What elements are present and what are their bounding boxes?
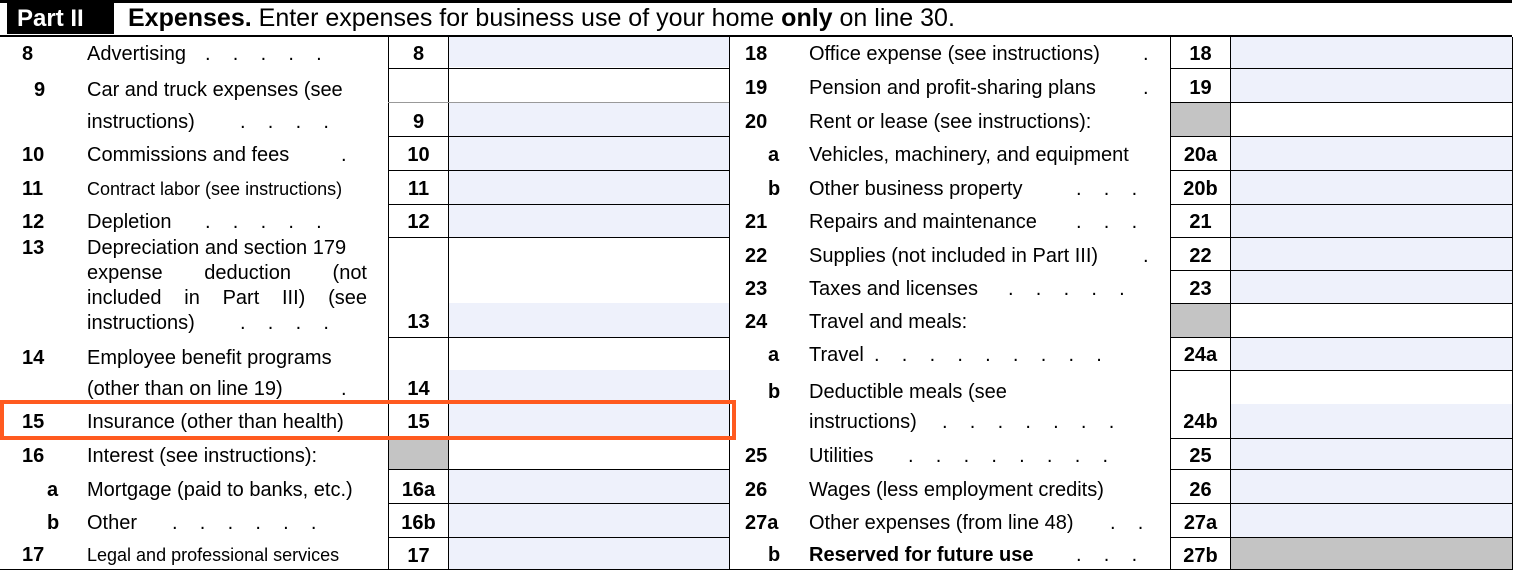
amount-field-24a[interactable]: [1231, 338, 1512, 370]
line-label: Legal and professional services: [87, 545, 340, 565]
line-label-cont: instructions): [809, 411, 917, 433]
line-label: Deductible meals (see: [809, 381, 1007, 403]
line-letter: a: [768, 144, 780, 166]
line-label: Interest (see instructions):: [87, 445, 318, 467]
row-rule: [1170, 136, 1512, 137]
leader-dots: .: [1143, 77, 1149, 99]
row-rule: [1170, 503, 1512, 504]
amount-field-22[interactable]: [1231, 238, 1512, 270]
amount-field-26[interactable]: [1231, 470, 1512, 503]
part-title-text: Enter expenses for business use of your home: [258, 4, 775, 32]
line-label: Taxes and licenses: [809, 278, 978, 300]
row-rule: [388, 102, 729, 103]
row-rule: [1170, 270, 1512, 271]
row-rule: [1170, 337, 1512, 338]
box-number: 20b: [1183, 178, 1218, 200]
line-label: Vehicles, machinery, and equipment: [809, 144, 1129, 166]
line-label: Other expenses (from line 48): [809, 512, 1074, 534]
amount-field-11[interactable]: [449, 171, 729, 204]
line-label-cont: expense deduction (not: [87, 262, 367, 284]
amount-field-23[interactable]: [1231, 271, 1512, 303]
row-rule: [1170, 469, 1512, 470]
box-number: 23: [1189, 278, 1212, 300]
line-label: Pension and profit-sharing plans: [809, 77, 1096, 99]
line-label: Insurance (other than health): [87, 411, 344, 433]
line-letter: a: [47, 479, 59, 501]
line-number: 12: [22, 211, 45, 233]
right-edge: [1512, 37, 1513, 570]
line-label: Rent or lease (see instructions):: [809, 111, 1092, 133]
line-number: 25: [745, 445, 768, 467]
leader-dots: . . . . .: [205, 211, 322, 233]
row-rule: [388, 237, 729, 238]
line-label: Car and truck expenses (see: [87, 79, 343, 101]
row-rule: [1170, 204, 1512, 205]
amount-field-9[interactable]: [449, 103, 729, 136]
leader-dots: . . . .: [240, 111, 329, 133]
box-number: 27a: [1183, 512, 1218, 534]
part-title-only: only: [781, 4, 833, 32]
row-rule: [388, 68, 729, 69]
leader-dots: . . . . . . .: [942, 411, 1115, 433]
row-rule: [1170, 438, 1512, 439]
box-number: 18: [1189, 43, 1212, 65]
line-number: 23: [745, 278, 768, 300]
leader-dots: . . .: [1076, 544, 1138, 566]
leader-dots: . . . . . . . .: [908, 445, 1109, 467]
line-label: Depreciation and section 179: [87, 237, 347, 259]
line-letter: a: [768, 344, 780, 366]
amount-field-10[interactable]: [449, 137, 729, 170]
part-title-bold: Expenses.: [128, 4, 252, 32]
line-label-cont: instructions): [87, 111, 195, 133]
box-number: 19: [1189, 77, 1212, 99]
line-letter: b: [768, 544, 781, 566]
shaded-box-20: [1171, 103, 1230, 136]
line-number: 21: [745, 211, 768, 233]
row-rule: [1170, 370, 1512, 371]
center-divider: [729, 37, 730, 570]
row-rule: [1170, 170, 1512, 171]
amount-field-14[interactable]: [449, 370, 729, 403]
line-number: 19: [745, 77, 768, 99]
line-number: 10: [22, 144, 45, 166]
line-number: 26: [745, 479, 768, 501]
box-number: 27b: [1183, 545, 1218, 567]
line-label: Wages (less employment credits): [809, 479, 1104, 501]
leader-dots: .: [1143, 245, 1149, 267]
row-rule: [1170, 537, 1512, 538]
leader-dots: . . . . .: [1008, 278, 1125, 300]
line-number: 27a: [745, 512, 779, 534]
leader-dots: . . . . .: [205, 43, 322, 65]
line-label: Repairs and maintenance: [809, 211, 1037, 233]
leader-dots: . . .: [1076, 178, 1138, 200]
amount-field-16b[interactable]: [449, 504, 729, 537]
amount-field-21[interactable]: [1231, 205, 1512, 237]
row-rule: [388, 469, 729, 470]
line-label: Travel and meals:: [809, 311, 968, 333]
row-rule: [1170, 303, 1512, 304]
row-rule: [388, 537, 729, 538]
line-number: 18: [745, 43, 768, 65]
box-number: 24a: [1183, 344, 1218, 366]
box-number: 17: [407, 545, 430, 567]
row-rule: [388, 503, 729, 504]
leader-dots: .: [341, 144, 347, 166]
amount-field-12[interactable]: [449, 205, 729, 237]
box-number: 16b: [401, 512, 436, 534]
shaded-box-16: [389, 439, 448, 469]
line-label: Office expense (see instructions): [809, 43, 1100, 65]
line-label: Contract labor (see instructions): [87, 179, 343, 199]
box-number: 10: [407, 144, 430, 166]
amount-field-20a[interactable]: [1231, 137, 1512, 170]
amount-field-24b[interactable]: [1231, 404, 1512, 438]
line-number: 11: [22, 178, 44, 200]
line-number: 20: [745, 111, 768, 133]
box-number: 20a: [1183, 144, 1218, 166]
line-label: Other business property: [809, 178, 1023, 200]
row-rule: [388, 204, 729, 205]
shaded-field-27b: [1231, 538, 1512, 570]
line-label: Other: [87, 512, 138, 534]
line-label: Employee benefit programs: [87, 347, 332, 369]
leader-dots: .: [1143, 43, 1149, 65]
line-label: Reserved for future use: [809, 544, 1034, 566]
row-rule: [388, 337, 729, 338]
box-number: 26: [1189, 479, 1212, 501]
row-rule: [388, 170, 729, 171]
part-title-post: on line 30.: [839, 4, 955, 32]
box-number: 16a: [401, 479, 436, 501]
box-number: 24b: [1183, 411, 1218, 433]
line-label-cont: (other than on line 19): [87, 378, 283, 400]
leader-dots: . .: [1110, 512, 1144, 534]
amount-field-8[interactable]: [449, 37, 729, 67]
box-number: 8: [412, 43, 425, 65]
line-number: 17: [22, 544, 45, 566]
line-letter: b: [768, 381, 781, 403]
line-label: Utilities: [809, 445, 874, 467]
box-number: 21: [1189, 211, 1212, 233]
amount-field-13[interactable]: [449, 303, 729, 337]
line-number: 16: [22, 445, 45, 467]
box-number: 13: [407, 311, 430, 333]
amount-field-17[interactable]: [449, 538, 729, 570]
row-rule: [1170, 237, 1512, 238]
leader-dots: . . .: [1076, 211, 1138, 233]
amount-field-18[interactable]: [1231, 37, 1512, 68]
amount-field-20b[interactable]: [1231, 171, 1512, 204]
line-15-highlight: [0, 400, 736, 440]
leader-dots: . . . . . .: [172, 512, 317, 534]
row-rule: [1170, 102, 1512, 103]
line-label: Travel: [809, 344, 864, 366]
box-number: 25: [1189, 445, 1212, 467]
leader-dots: . . . . . . . . .: [874, 344, 1102, 366]
amount-field-19[interactable]: [1231, 69, 1512, 102]
line-number: 24: [745, 311, 768, 333]
box-number: 12: [407, 211, 430, 233]
line-label: Depletion: [87, 211, 172, 233]
line-letter: b: [768, 178, 781, 200]
line-label-cont: included in Part III) (see: [87, 287, 367, 309]
row-rule: [1170, 68, 1512, 69]
part-title: [128, 3, 955, 34]
leader-dots: .: [341, 378, 347, 400]
line-number: 15: [22, 411, 45, 433]
line-number: 22: [745, 245, 768, 267]
amount-field-16a[interactable]: [449, 470, 729, 503]
line-letter: b: [47, 512, 60, 534]
amount-field-25[interactable]: [1231, 439, 1512, 469]
row-rule: [388, 136, 729, 137]
amount-field-27a[interactable]: [1231, 504, 1512, 537]
part-label: Part II: [7, 3, 114, 34]
line-number: 9: [34, 79, 46, 101]
box-number: 15: [407, 411, 430, 433]
line-label-cont: instructions): [87, 312, 195, 334]
line-label: Mortgage (paid to banks, etc.): [87, 479, 353, 501]
line-label: Supplies (not included in Part III): [809, 245, 1099, 267]
line-number: 13: [22, 237, 45, 259]
box-number: 9: [412, 111, 425, 133]
line-number: 14: [22, 347, 45, 369]
line-label: Advertising: [87, 43, 186, 65]
line-number: 8: [22, 43, 34, 65]
box-number: 22: [1189, 245, 1212, 267]
line-label: Commissions and fees: [87, 144, 290, 166]
leader-dots: . . . .: [240, 312, 329, 334]
shaded-box-24: [1171, 304, 1230, 337]
box-number: 11: [407, 178, 430, 200]
box-number: 14: [407, 378, 430, 400]
